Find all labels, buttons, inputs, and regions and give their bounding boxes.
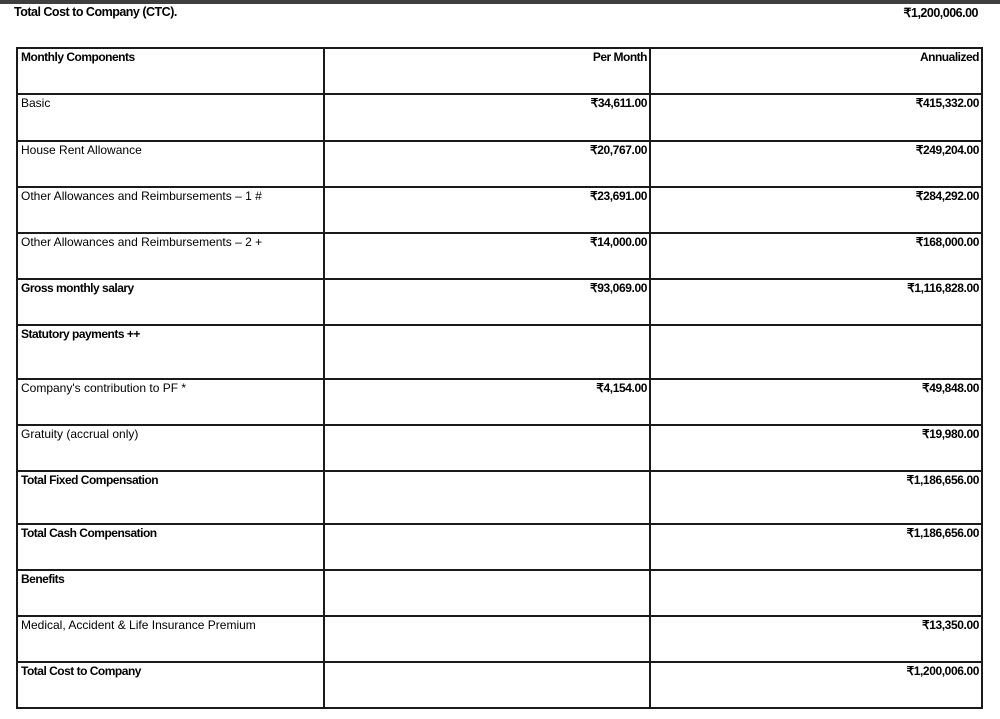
row-label: Medical, Accident & Life Insurance Premium (17, 616, 324, 662)
row-label: Gratuity (accrual only) (17, 425, 324, 471)
row-per-month (324, 616, 650, 662)
row-label: Other Allowances and Reimbursements – 1 # (17, 187, 324, 233)
row-label: Statutory payments ++ (17, 325, 324, 379)
table-row (17, 141, 982, 187)
row-annualized (650, 570, 982, 616)
table-row (17, 325, 982, 379)
row-per-month: ₹34,611.00 (324, 94, 650, 141)
table-header-row (17, 48, 982, 94)
row-label: Other Allowances and Reimbursements – 2 + (17, 233, 324, 279)
table-row (17, 570, 982, 616)
column-header-components: Monthly Components (17, 48, 324, 94)
row-annualized: ₹1,116,828.00 (650, 279, 982, 325)
row-annualized: ₹249,204.00 (650, 141, 982, 187)
table-row (17, 524, 982, 570)
ctc-title: Total Cost to Company (CTC). (14, 5, 177, 19)
row-label: Total Cash Compensation (17, 524, 324, 570)
table-row (17, 616, 982, 662)
table-row (17, 379, 982, 425)
row-label: Company's contribution to PF * (17, 379, 324, 425)
row-per-month (324, 524, 650, 570)
row-per-month (324, 570, 650, 616)
table-row (17, 425, 982, 471)
row-label: Basic (17, 94, 324, 141)
row-label: Gross monthly salary (17, 279, 324, 325)
ctc-header (14, 5, 978, 23)
table-row (17, 662, 982, 708)
column-header-annualized: Annualized (650, 48, 982, 94)
top-rule (0, 0, 1000, 4)
table-row (17, 279, 982, 325)
table-row (17, 187, 982, 233)
row-per-month: ₹93,069.00 (324, 279, 650, 325)
row-per-month (324, 425, 650, 471)
row-annualized: ₹1,186,656.00 (650, 524, 982, 570)
row-annualized: ₹284,292.00 (650, 187, 982, 233)
ctc-total: ₹1,200,006.00 (903, 6, 978, 20)
row-annualized: ₹415,332.00 (650, 94, 982, 141)
row-per-month: ₹14,000.00 (324, 233, 650, 279)
table-row (17, 233, 982, 279)
ctc-table (16, 47, 983, 709)
table-row (17, 471, 982, 524)
row-annualized: ₹1,200,006.00 (650, 662, 982, 708)
row-annualized: ₹1,186,656.00 (650, 471, 982, 524)
row-label: Total Fixed Compensation (17, 471, 324, 524)
row-per-month (324, 662, 650, 708)
column-header-per-month: Per Month (324, 48, 650, 94)
row-label: Benefits (17, 570, 324, 616)
row-annualized (650, 325, 982, 379)
row-annualized: ₹49,848.00 (650, 379, 982, 425)
row-annualized: ₹19,980.00 (650, 425, 982, 471)
row-annualized: ₹168,000.00 (650, 233, 982, 279)
row-per-month: ₹4,154.00 (324, 379, 650, 425)
row-per-month (324, 471, 650, 524)
row-annualized: ₹13,350.00 (650, 616, 982, 662)
row-label: House Rent Allowance (17, 141, 324, 187)
row-per-month (324, 325, 650, 379)
row-per-month: ₹20,767.00 (324, 141, 650, 187)
row-per-month: ₹23,691.00 (324, 187, 650, 233)
table-row (17, 94, 982, 141)
row-label: Total Cost to Company (17, 662, 324, 708)
